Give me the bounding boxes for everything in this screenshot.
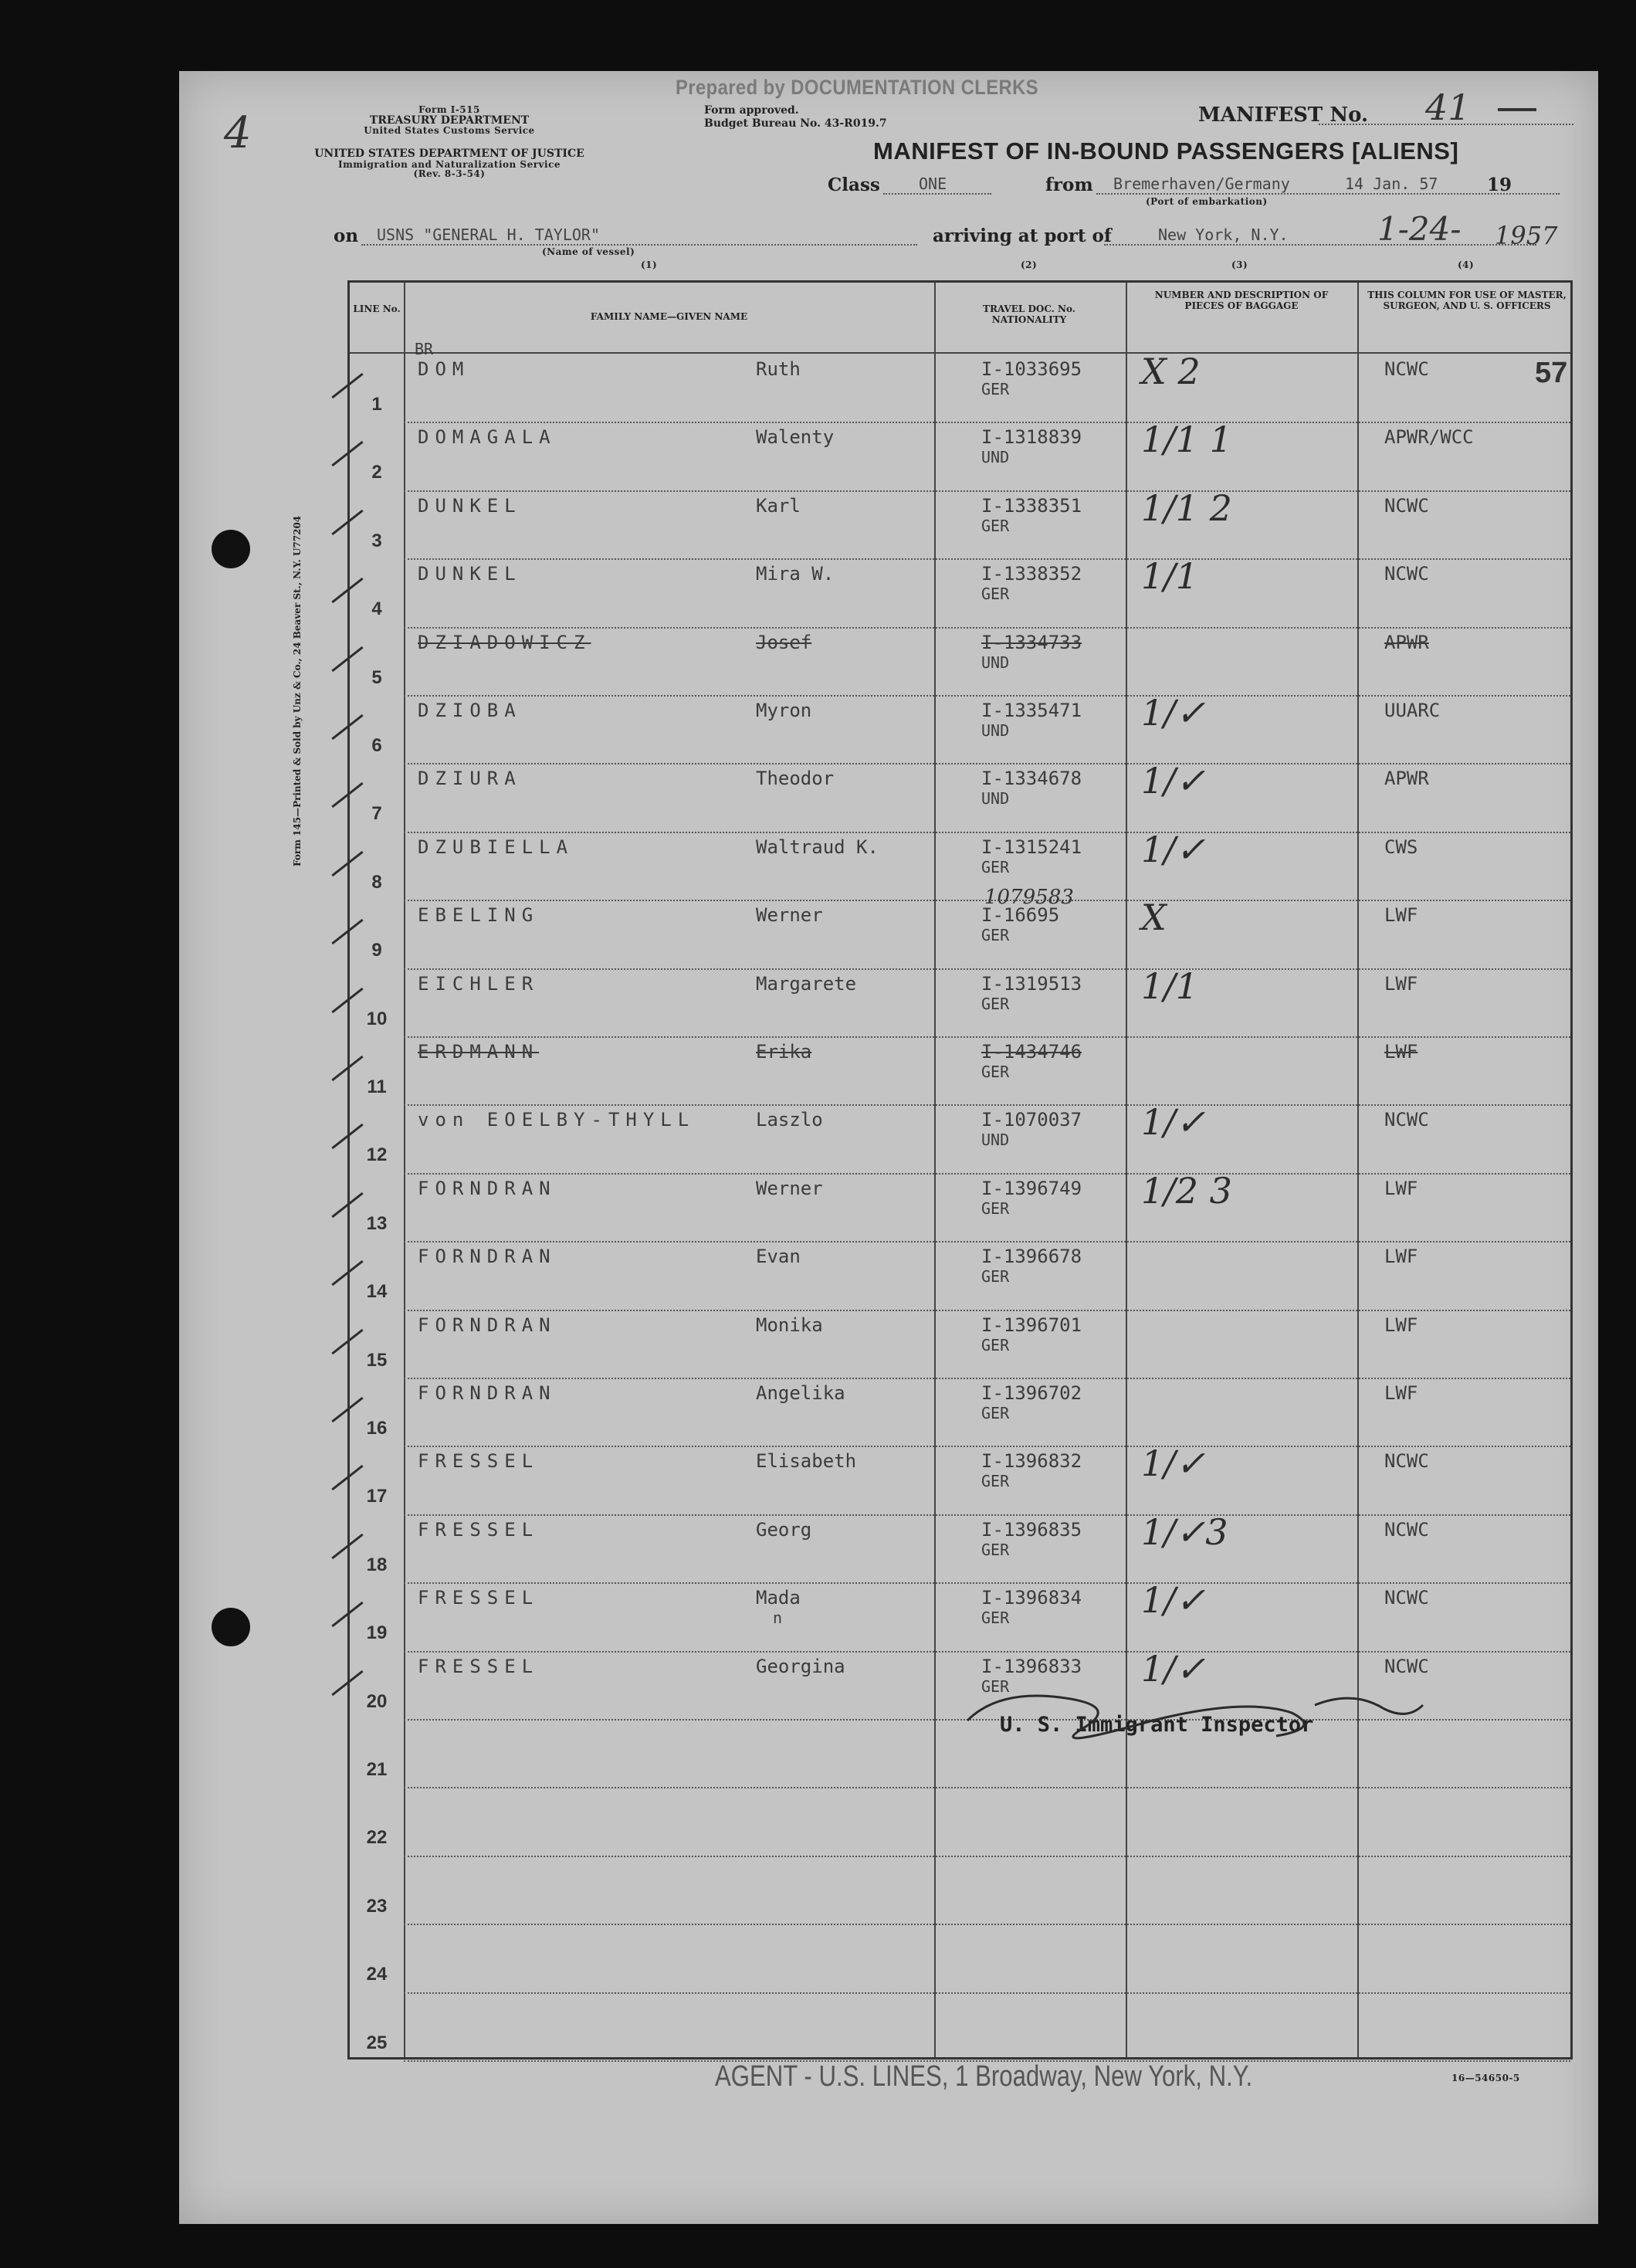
travel-doc-no: I-1396678: [981, 1246, 1082, 1268]
class-label: Class: [828, 175, 880, 195]
given-name: Ruth: [756, 358, 801, 380]
line-number: 12: [366, 1144, 388, 1166]
agency-code: UUARC: [1384, 700, 1441, 721]
travel-doc-no: I-1070037: [981, 1109, 1082, 1131]
family-name: FRESSEL: [418, 1655, 540, 1677]
nationality: GER: [981, 1609, 1010, 1628]
travel-doc-no: I-1396702: [981, 1382, 1082, 1404]
inspector-label: U. S. Immigrant Inspector: [1000, 1713, 1314, 1737]
given-name: Werner: [756, 1177, 823, 1199]
col-divider-2: [934, 283, 936, 2057]
arrival-port: New York, N.Y.: [1158, 225, 1289, 244]
travel-doc-no: I-1033695: [981, 358, 1082, 380]
nationality: UND: [981, 1131, 1010, 1150]
line-number: 2: [371, 462, 382, 483]
agency-code: LWF: [1384, 904, 1418, 927]
agency-code: NCWC: [1384, 1655, 1429, 1677]
line-number: 23: [366, 1895, 388, 1917]
line-number: 6: [371, 735, 382, 756]
row-divider: [404, 627, 1570, 629]
family-name: DZIURA: [418, 768, 522, 790]
travel-doc-no: I-1318839: [981, 426, 1082, 449]
nationality: GER: [981, 1267, 1010, 1287]
family-name: FRESSEL: [418, 1518, 540, 1541]
row-divider: [404, 1992, 1570, 1994]
nationality: UND: [981, 653, 1010, 672]
form-info-block: [334, 105, 565, 136]
family-name: FORNDRAN: [418, 1382, 557, 1404]
travel-doc-no: I-1396832: [981, 1450, 1082, 1473]
nationality: GER: [981, 516, 1010, 535]
passenger-table: [347, 280, 1573, 2060]
col-header-line: LINE No.: [353, 303, 401, 314]
baggage-mark: X 2: [1141, 351, 1201, 392]
baggage-mark: 1/✓: [1141, 1443, 1206, 1485]
family-name: DZIADOWICZ: [418, 631, 591, 653]
row-divider: [404, 695, 1570, 697]
line-number: 5: [371, 666, 382, 688]
travel-doc-no: I-1335471: [981, 700, 1082, 721]
line-number: 19: [366, 1622, 388, 1644]
col-header-officers: THIS COLUMN FOR USE OF MASTER, SURGEON, AND U. S. OFFICERS: [1367, 290, 1567, 311]
given-name: Georgina: [756, 1655, 845, 1677]
travel-doc-no: I-1396749: [981, 1177, 1082, 1199]
given-name: Laszlo: [756, 1109, 823, 1131]
row-divider: [404, 558, 1570, 560]
travel-doc-no: I-1319513: [981, 972, 1082, 995]
given-name: Angelika: [756, 1382, 845, 1404]
class-line: [883, 193, 991, 195]
family-name: FORNDRAN: [418, 1314, 557, 1336]
given-name: Myron: [756, 700, 812, 721]
baggage-mark: 1/✓: [1141, 1647, 1206, 1690]
given-name: Josef: [756, 631, 812, 653]
line-number: 24: [366, 1964, 388, 1985]
col-header-baggage: NUMBER AND DESCRIPTION OF PIECES OF BAGGAGE: [1154, 290, 1329, 311]
family-name: DUNKEL: [418, 494, 522, 517]
page-count-mark: 57: [1535, 357, 1568, 389]
documentation-stamp: Prepared by DOCUMENTATION CLERKS: [676, 76, 1038, 99]
given-name: Mada: [756, 1587, 801, 1609]
nationality: GER: [981, 1540, 1010, 1559]
punch-hole-bottom: [212, 1608, 250, 1646]
agency-code: LWF: [1384, 1177, 1418, 1199]
agency-code: NCWC: [1384, 563, 1429, 585]
embarkation-port: Bremerhaven/Germany: [1113, 175, 1290, 193]
on-label: on: [334, 225, 359, 246]
colnum-4: (4): [1458, 259, 1475, 270]
given-name: Werner: [756, 904, 823, 927]
from-label: from: [1045, 175, 1093, 195]
family-name: FORNDRAN: [418, 1177, 557, 1199]
agency-code: NCWC: [1384, 1450, 1429, 1473]
row-divider: [404, 2060, 1570, 2062]
family-name: FRESSEL: [418, 1450, 540, 1473]
embark-year-prefix: 19: [1487, 175, 1512, 195]
punch-hole-top: [212, 530, 250, 568]
nationality: GER: [981, 585, 1010, 604]
line-number: 8: [371, 871, 382, 893]
given-name: Margarete: [756, 972, 857, 995]
line-number: 22: [366, 1827, 388, 1849]
family-name: EICHLER: [418, 972, 540, 995]
baggage-mark: 1/2 3: [1141, 1169, 1232, 1212]
family-name: FORNDRAN: [418, 1246, 557, 1268]
travel-doc-no: I-1396835: [981, 1518, 1082, 1541]
manifest-strike: [1498, 108, 1536, 111]
line-number: 3: [371, 530, 382, 551]
given-name: Evan: [756, 1246, 801, 1268]
col-divider-3: [1126, 283, 1127, 2057]
row-divider: [404, 1514, 1570, 1516]
nationality: UND: [981, 448, 1010, 467]
arrival-date: 1-24-: [1377, 210, 1462, 248]
arrival-line: [1104, 244, 1536, 246]
arriving-label: arriving at port of: [933, 225, 1112, 246]
family-name: EBELING: [418, 904, 540, 927]
revision: (Rev. 8-3-54): [413, 168, 486, 180]
customs-service: United States Customs Service: [364, 125, 535, 137]
agency-code: APWR: [1384, 631, 1429, 653]
nationality: GER: [981, 380, 1010, 398]
arrival-year: 1957: [1495, 221, 1558, 250]
agency-code: CWS: [1384, 836, 1418, 858]
row-divider: [404, 1856, 1570, 1857]
vessel-caption: (Name of vessel): [542, 246, 635, 257]
justice-dept: UNITED STATES DEPARTMENT OF JUSTICE: [314, 147, 584, 160]
travel-doc-no: I-1334678: [981, 768, 1082, 790]
baggage-mark: 1/1 2: [1141, 486, 1232, 529]
nationality: GER: [981, 926, 1010, 945]
line-number: 13: [366, 1212, 388, 1234]
line-number: 17: [366, 1486, 388, 1507]
agency-code: NCWC: [1384, 1109, 1429, 1131]
line-number: 7: [371, 803, 382, 825]
baggage-mark: 1/1: [1141, 555, 1199, 598]
given-name: Walenty: [756, 426, 835, 449]
row19-given-suffix: n: [773, 1609, 783, 1628]
agency-code: LWF: [1384, 1382, 1418, 1404]
family-name: DZIOBA: [418, 700, 522, 721]
family-name: FRESSEL: [418, 1587, 540, 1609]
inspector-signature: [952, 1674, 1431, 1767]
row-divider: [404, 1173, 1570, 1175]
nationality: UND: [981, 721, 1010, 740]
baggage-mark: X: [1141, 897, 1167, 939]
header-rule: [350, 352, 1570, 354]
manifest-title: MANIFEST OF IN-BOUND PASSENGERS [ALIENS]: [873, 137, 1459, 164]
given-name: Theodor: [756, 768, 835, 790]
given-name: Elisabeth: [756, 1450, 857, 1473]
br-mark: BR: [415, 340, 434, 358]
line-number: 20: [366, 1690, 388, 1712]
treasury-dept: TREASURY DEPARTMENT: [369, 114, 530, 127]
baggage-mark: 1/1: [1141, 964, 1199, 1007]
row-divider: [404, 1036, 1570, 1038]
col-divider-4: [1357, 283, 1359, 2057]
vessel-name: USNS "GENERAL H. TAYLOR": [377, 225, 600, 244]
given-name: Monika: [756, 1314, 823, 1336]
agency-code: NCWC: [1384, 494, 1429, 517]
row-divider: [404, 1582, 1570, 1584]
agency-code: LWF: [1384, 1246, 1418, 1268]
row-divider: [404, 1787, 1570, 1788]
nationality: GER: [981, 1404, 1010, 1422]
agency-code: LWF: [1384, 972, 1418, 995]
line-number: 4: [371, 598, 382, 620]
line-number: 14: [366, 1281, 388, 1303]
family-name: ERDMANN: [418, 1041, 540, 1063]
col-divider-1: [404, 283, 405, 2057]
row-divider: [404, 1310, 1570, 1311]
travel-doc-no: I-1396834: [981, 1587, 1082, 1609]
given-name: Karl: [756, 494, 801, 517]
baggage-mark: 1/1 1: [1141, 419, 1232, 461]
baggage-mark: 1/✓: [1141, 692, 1206, 734]
travel-doc-no: I-1396701: [981, 1314, 1082, 1336]
line-number: 9: [371, 940, 382, 961]
baggage-mark: 1/✓: [1141, 1101, 1206, 1144]
baggage-mark: 1/✓: [1141, 760, 1206, 802]
travel-doc-no: I-16695: [981, 904, 1060, 927]
embarkation-date: 14 Jan. 57: [1345, 175, 1438, 193]
row-divider: [404, 1241, 1570, 1242]
row-divider: [404, 763, 1570, 764]
family-name: DUNKEL: [418, 563, 522, 585]
col-header-name: FAMILY NAME—GIVEN NAME: [590, 311, 748, 322]
footer-code: 16—54650-5: [1451, 2073, 1520, 2083]
nationality: GER: [981, 1063, 1010, 1081]
row-divider: [404, 1924, 1570, 1925]
form-number: Form I-515: [418, 104, 480, 115]
row-divider: [404, 490, 1570, 492]
given-name: Waltraud K.: [756, 836, 879, 858]
given-name: Mira W.: [756, 563, 835, 585]
port-embark-caption: (Port of embarkation): [1146, 196, 1268, 207]
nationality: GER: [981, 994, 1010, 1013]
line-number: 21: [366, 1759, 388, 1780]
given-name: Erika: [756, 1041, 812, 1063]
manifest-number-value: 41: [1425, 86, 1471, 128]
nationality: GER: [981, 1676, 1010, 1696]
family-name: von EOELBY-THYLL: [418, 1109, 696, 1131]
row-divider: [404, 1378, 1570, 1379]
agency-code: NCWC: [1384, 1518, 1429, 1541]
agency-code: LWF: [1384, 1314, 1418, 1336]
travel-doc-no: I-1338351: [981, 494, 1082, 517]
nationality: GER: [981, 1472, 1010, 1491]
family-name: DOMAGALA: [418, 426, 557, 449]
row-divider: [404, 1104, 1570, 1106]
colnum-3: (3): [1231, 259, 1248, 270]
vessel-line: [361, 244, 917, 246]
agency-code: LWF: [1384, 1041, 1418, 1063]
line-number: 10: [366, 1008, 388, 1029]
col-header-doc: TRAVEL DOC. No. NATIONALITY: [983, 303, 1075, 325]
row-divider: [404, 832, 1570, 833]
baggage-mark: 1/✓3: [1141, 1510, 1228, 1553]
travel-doc-no: I-1338352: [981, 563, 1082, 585]
footer-agent: AGENT - U.S. LINES, 1 Broadway, New York, N.Y.: [715, 2060, 1253, 2093]
agency-code: APWR/WCC: [1384, 426, 1474, 449]
printer-side-text: Form 145—Printed & Sold by Unz & Co., 24 Beaver St., N.Y. U77204: [292, 515, 303, 866]
row-divider: [404, 968, 1570, 970]
justice-block: [272, 148, 627, 179]
travel-doc-no: I-1396833: [981, 1655, 1082, 1677]
manifest-number-label: MANIFEST No.: [1198, 103, 1369, 127]
baggage-mark: 1/✓: [1141, 1579, 1206, 1622]
line-number: 11: [367, 1076, 387, 1097]
line-number: 25: [366, 2032, 388, 2053]
row9-overwrite: 1079583: [984, 886, 1074, 910]
row-divider: [404, 422, 1570, 423]
agency-code: APWR: [1384, 768, 1429, 790]
colnum-2: (2): [1021, 259, 1038, 270]
family-name: DOM: [418, 358, 470, 380]
corner-mark: 4: [224, 108, 252, 158]
line-number: 18: [366, 1554, 388, 1575]
travel-doc-no: I-1434746: [981, 1041, 1082, 1063]
agency-code: NCWC: [1384, 1587, 1429, 1609]
nationality: UND: [981, 789, 1010, 809]
budget-bureau: Budget Bureau No. 43-R019.7: [704, 117, 887, 130]
line-number: 1: [371, 394, 382, 415]
line-number: 15: [366, 1349, 388, 1371]
nationality: GER: [981, 1335, 1010, 1354]
agency-code: NCWC: [1384, 358, 1429, 380]
family-name: DZUBIELLA: [418, 836, 574, 858]
nationality: GER: [981, 1198, 1010, 1218]
form-approved: Form approved.: [704, 104, 799, 117]
class-value: ONE: [919, 175, 947, 193]
travel-doc-no: I-1334733: [981, 631, 1082, 653]
row-divider: [404, 1651, 1570, 1653]
colnum-1: (1): [641, 259, 658, 270]
line-number: 16: [366, 1418, 388, 1439]
nationality: GER: [981, 857, 1010, 876]
row-divider: [404, 1446, 1570, 1447]
baggage-mark: 1/✓: [1141, 828, 1206, 870]
given-name: Georg: [756, 1518, 812, 1541]
travel-doc-no: I-1315241: [981, 836, 1082, 858]
ins-service: Immigration and Naturalization Service: [337, 158, 561, 170]
